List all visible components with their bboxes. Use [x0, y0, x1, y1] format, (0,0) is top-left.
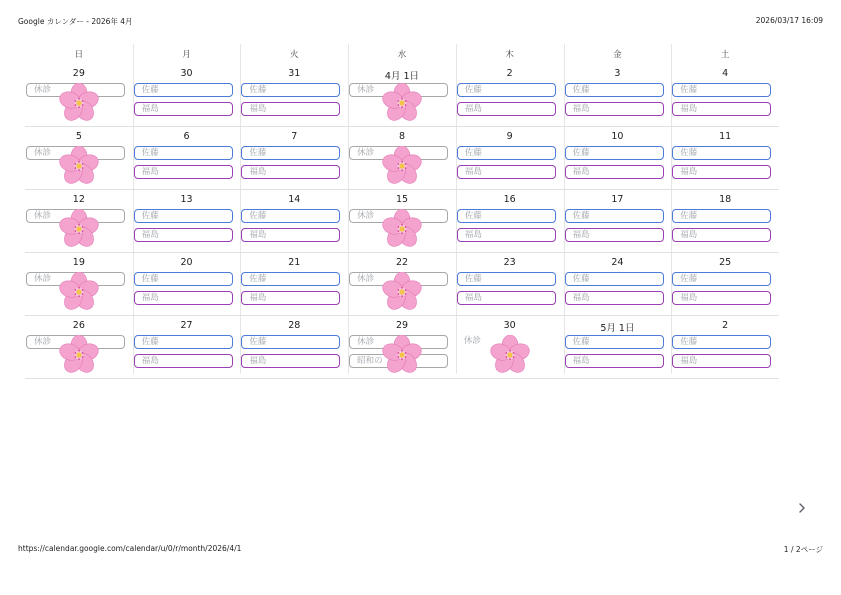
cherry-blossom-icon: [382, 146, 422, 186]
event-chip[interactable]: 福島: [134, 102, 233, 116]
day-number[interactable]: 20: [180, 257, 193, 268]
day-number[interactable]: 10: [611, 131, 624, 142]
event-chip[interactable]: 福島: [241, 354, 340, 368]
day-number[interactable]: 24: [611, 257, 624, 268]
event-chip[interactable]: 佐藤: [457, 83, 556, 97]
event-chip[interactable]: 福島: [457, 165, 556, 179]
weekday-label: 土: [720, 50, 730, 60]
cherry-blossom-icon: [382, 83, 422, 123]
day-cell[interactable]: [456, 64, 564, 127]
event-chip[interactable]: 佐藤: [457, 209, 556, 223]
event-chip[interactable]: 福島: [134, 354, 233, 368]
day-cell[interactable]: [348, 253, 456, 316]
week-row: [25, 253, 779, 316]
event-chip[interactable]: 福島: [457, 228, 556, 242]
day-number[interactable]: 4月 1日: [384, 71, 420, 82]
weekday-label: 月: [182, 50, 191, 60]
day-number[interactable]: 11: [719, 131, 732, 142]
event-chip[interactable]: 休診: [26, 146, 125, 160]
event-chip[interactable]: 福島: [241, 102, 340, 116]
day-number[interactable]: 30: [180, 68, 193, 79]
day-number[interactable]: 29: [72, 68, 85, 79]
day-number[interactable]: 3: [614, 68, 621, 79]
day-number[interactable]: 23: [503, 257, 516, 268]
cherry-blossom-icon: [59, 83, 99, 123]
day-cell[interactable]: [25, 190, 133, 253]
day-cell[interactable]: [671, 64, 779, 127]
day-number[interactable]: 6: [183, 131, 190, 142]
day-number[interactable]: 19: [72, 257, 85, 268]
day-cell[interactable]: [671, 253, 779, 316]
day-number[interactable]: 18: [719, 194, 732, 205]
weekday-label: 火: [290, 50, 299, 60]
chevron-right-icon[interactable]: [795, 500, 809, 516]
event-chip[interactable]: 休診: [26, 83, 125, 97]
day-cell[interactable]: [133, 127, 241, 190]
event-chip[interactable]: 佐藤: [134, 209, 233, 223]
event-chip[interactable]: 福島: [241, 165, 340, 179]
day-cell[interactable]: [564, 127, 672, 190]
weekday-label: 日: [74, 50, 84, 60]
day-cell[interactable]: [564, 316, 672, 379]
week-row: [25, 316, 779, 379]
event-chip[interactable]: 佐藤: [134, 83, 233, 97]
week-row: [25, 127, 779, 190]
event-chip[interactable]: 福島: [565, 228, 664, 242]
day-cell[interactable]: [25, 127, 133, 190]
day-number[interactable]: 16: [503, 194, 516, 205]
day-number[interactable]: 4: [722, 68, 729, 79]
event-chip[interactable]: 福島: [457, 291, 556, 305]
day-cell[interactable]: [133, 190, 241, 253]
day-cell[interactable]: [133, 64, 241, 127]
day-cell[interactable]: [564, 64, 672, 127]
day-number[interactable]: 22: [395, 257, 409, 268]
event-chip[interactable]: 休診: [26, 335, 125, 349]
event-chip[interactable]: 佐藤: [565, 272, 664, 286]
day-cell[interactable]: [456, 190, 564, 253]
day-cell[interactable]: [25, 316, 133, 379]
event-chip[interactable]: 佐藤: [241, 335, 340, 349]
print-footer-url: https://calendar.google.com/calendar/u/0/r/month/2026/4/1: [18, 544, 242, 553]
day-cell[interactable]: [456, 127, 564, 190]
event-chip[interactable]: 昭和の: [349, 354, 448, 368]
day-number[interactable]: 26: [72, 320, 85, 331]
day-cell[interactable]: [348, 64, 456, 127]
day-cell[interactable]: [564, 190, 672, 253]
cherry-blossom-icon: [59, 272, 99, 312]
event-chip[interactable]: 佐藤: [134, 335, 233, 349]
day-cell[interactable]: [564, 253, 672, 316]
day-number[interactable]: 31: [288, 68, 301, 79]
event-chip[interactable]: 福島: [672, 102, 771, 116]
day-number[interactable]: 29: [395, 320, 409, 331]
event-chip[interactable]: 休診: [26, 272, 125, 286]
event-chip[interactable]: 休診: [26, 209, 125, 223]
weekday-header-row: [25, 48, 779, 62]
event-chip[interactable]: 佐藤: [134, 146, 233, 160]
event-chip[interactable]: 佐藤: [672, 272, 771, 286]
event-chip[interactable]: 佐藤: [241, 272, 340, 286]
event-chip[interactable]: 佐藤: [672, 335, 771, 349]
cherry-blossom-icon: [382, 272, 422, 312]
event-chip[interactable]: 福島: [241, 291, 340, 305]
event-chip[interactable]: 佐藤: [241, 83, 340, 97]
day-number[interactable]: 14: [288, 194, 301, 205]
day-cell[interactable]: [671, 127, 779, 190]
day-cell[interactable]: [133, 253, 241, 316]
week-row: [25, 64, 779, 127]
day-number[interactable]: 27: [180, 320, 193, 331]
event-chip[interactable]: 佐藤: [672, 209, 771, 223]
day-cell[interactable]: [671, 316, 779, 379]
cherry-blossom-icon: [59, 146, 99, 186]
day-number[interactable]: 25: [719, 257, 732, 268]
event-chip[interactable]: 佐藤: [672, 83, 771, 97]
day-cell[interactable]: [240, 316, 348, 379]
day-cell[interactable]: [348, 190, 456, 253]
event-chip[interactable]: 佐藤: [457, 146, 556, 160]
event-chip[interactable]: 佐藤: [241, 146, 340, 160]
day-number[interactable]: 2: [506, 68, 513, 79]
day-number[interactable]: 12: [72, 194, 85, 205]
weekday-label: 水: [397, 50, 407, 60]
day-number[interactable]: 17: [611, 194, 624, 205]
day-number[interactable]: 8: [398, 131, 405, 142]
cherry-blossom-icon: [490, 335, 530, 375]
event-chip[interactable]: 佐藤: [241, 209, 340, 223]
day-cell[interactable]: [456, 253, 564, 316]
event-chip[interactable]: 福島: [134, 165, 233, 179]
day-number[interactable]: 15: [395, 194, 409, 205]
day-cell[interactable]: [456, 316, 564, 379]
event-chip[interactable]: 福島: [241, 228, 340, 242]
day-number[interactable]: 7: [291, 131, 298, 142]
event-chip[interactable]: 休診: [349, 146, 448, 160]
day-number[interactable]: 30: [503, 320, 516, 331]
day-number[interactable]: 9: [506, 131, 513, 142]
event-chip[interactable]: 佐藤: [457, 272, 556, 286]
event-chip[interactable]: 休診: [349, 335, 448, 349]
day-cell[interactable]: [240, 64, 348, 127]
event-chip[interactable]: 休診: [349, 209, 448, 223]
day-cell[interactable]: [25, 253, 133, 316]
week-row: [25, 190, 779, 253]
event-chip[interactable]: 福島: [672, 354, 771, 368]
cherry-blossom-icon: [382, 335, 422, 375]
day-cell[interactable]: [240, 127, 348, 190]
event-chip[interactable]: 休診: [349, 272, 448, 286]
event-chip[interactable]: 福島: [565, 291, 664, 305]
event-chip[interactable]: 佐藤: [565, 146, 664, 160]
day-cell[interactable]: [133, 316, 241, 379]
event-chip[interactable]: 福島: [457, 102, 556, 116]
day-number[interactable]: 5月 1日: [600, 323, 635, 334]
day-cell[interactable]: [240, 253, 348, 316]
event-chip[interactable]: 休診: [463, 336, 481, 346]
event-chip[interactable]: 福島: [565, 165, 664, 179]
day-cell[interactable]: [671, 190, 779, 253]
event-chip[interactable]: 福島: [134, 291, 233, 305]
day-cell[interactable]: [348, 316, 456, 379]
weekday-label: 金: [613, 50, 622, 60]
event-chip[interactable]: 福島: [565, 102, 664, 116]
event-chip[interactable]: 佐藤: [565, 209, 664, 223]
cherry-blossom-icon: [59, 335, 99, 375]
day-number[interactable]: 5: [75, 131, 82, 142]
day-number[interactable]: 28: [288, 320, 301, 331]
print-footer-page-number: 1 / 2ページ: [783, 545, 823, 554]
event-chip[interactable]: 佐藤: [565, 83, 664, 97]
day-cell[interactable]: [240, 190, 348, 253]
print-header-datetime: 2026/03/17 16:09: [755, 16, 823, 25]
event-chip[interactable]: 休診: [349, 83, 448, 97]
month-calendar-grid: [25, 44, 779, 374]
day-cell[interactable]: [25, 64, 133, 127]
event-chip[interactable]: 佐藤: [672, 146, 771, 160]
day-number[interactable]: 21: [288, 257, 301, 268]
event-chip[interactable]: 佐藤: [565, 335, 664, 349]
cherry-blossom-icon: [59, 209, 99, 249]
cherry-blossom-icon: [382, 209, 422, 249]
day-number[interactable]: 13: [180, 194, 193, 205]
weekday-label: 木: [505, 50, 514, 60]
event-chip[interactable]: 佐藤: [134, 272, 233, 286]
print-header-title: Google カレンダー - 2026年 4月: [18, 17, 133, 26]
event-chip[interactable]: 福島: [134, 228, 233, 242]
event-chip[interactable]: 福島: [672, 291, 771, 305]
event-chip[interactable]: 福島: [672, 228, 771, 242]
day-cell[interactable]: [348, 127, 456, 190]
event-chip[interactable]: 福島: [565, 354, 664, 368]
day-number[interactable]: 2: [722, 320, 729, 331]
event-chip[interactable]: 福島: [672, 165, 771, 179]
